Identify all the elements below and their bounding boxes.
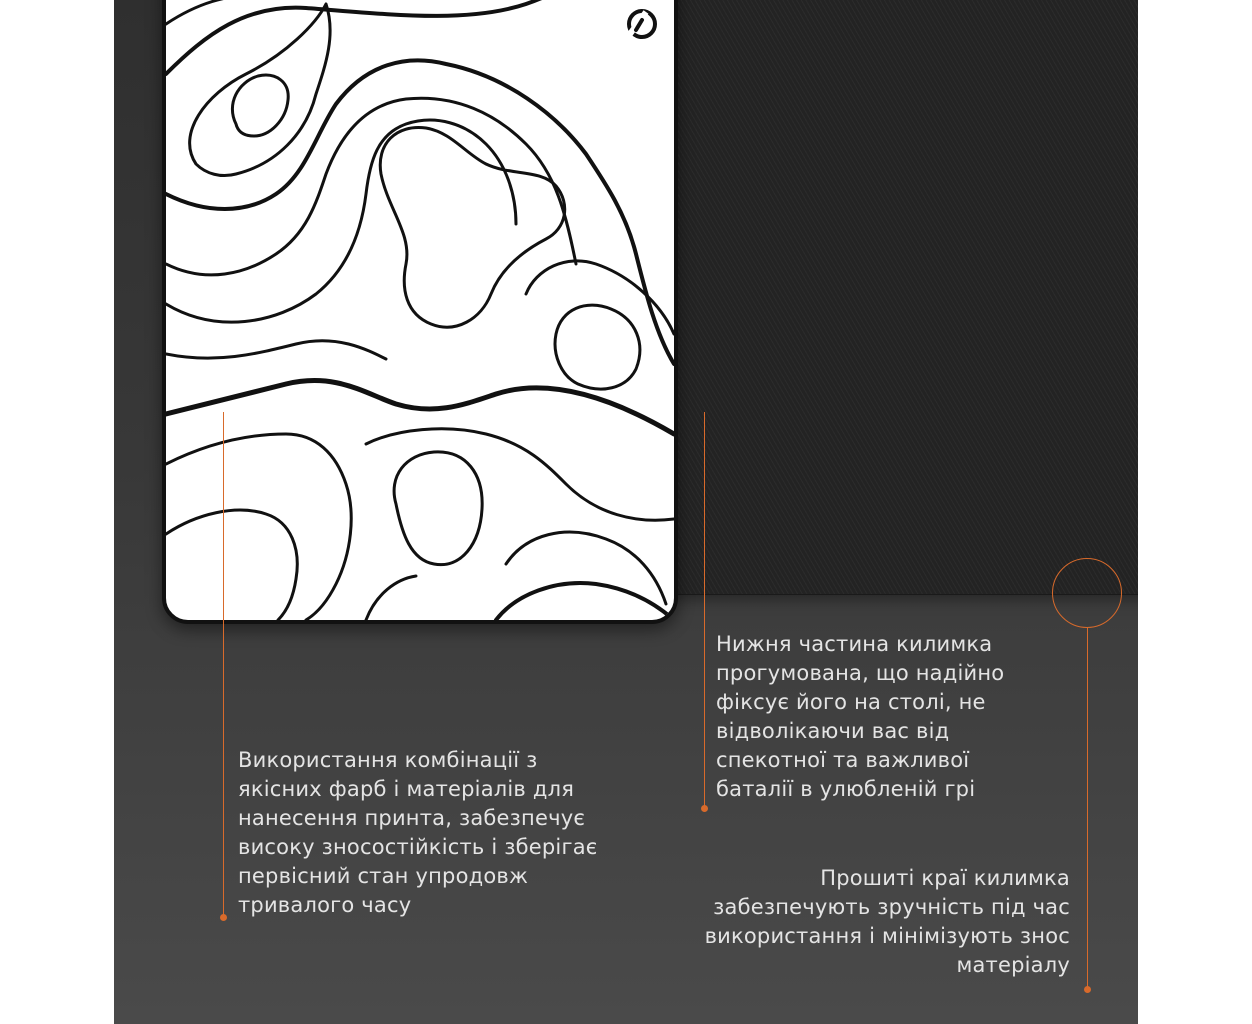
topographic-pattern bbox=[166, 0, 674, 620]
brand-logo-icon bbox=[624, 6, 660, 42]
print-callout-line bbox=[223, 412, 224, 918]
edges-callout-line bbox=[1087, 628, 1088, 988]
print-description: Використання комбінації з якісних фарб і матеріалів для нанесення принта, забезпечує високу зносостійкість і зберігає первісний стан упродовж тривалого часу bbox=[238, 748, 598, 917]
mousepad-rubber-underside bbox=[654, 0, 1138, 594]
print-callout-dot bbox=[220, 914, 227, 921]
edge-highlight-circle bbox=[1052, 558, 1122, 628]
underside-callout-dot bbox=[701, 805, 708, 812]
mousepad-print-side bbox=[162, 0, 678, 624]
underside-callout-line bbox=[704, 412, 705, 808]
product-panel bbox=[114, 0, 1138, 1024]
underside-description: Нижня частина килимка прогумована, що надійно фіксує його на столі, не відволікаючи вас від спекотної та важливої баталії в улюбленій грі bbox=[716, 632, 1005, 801]
edges-callout-dot bbox=[1084, 986, 1091, 993]
edges-description: Прошиті краї килимка забезпечують зручність під час використання і мінімізують знос матеріалу bbox=[704, 866, 1070, 977]
